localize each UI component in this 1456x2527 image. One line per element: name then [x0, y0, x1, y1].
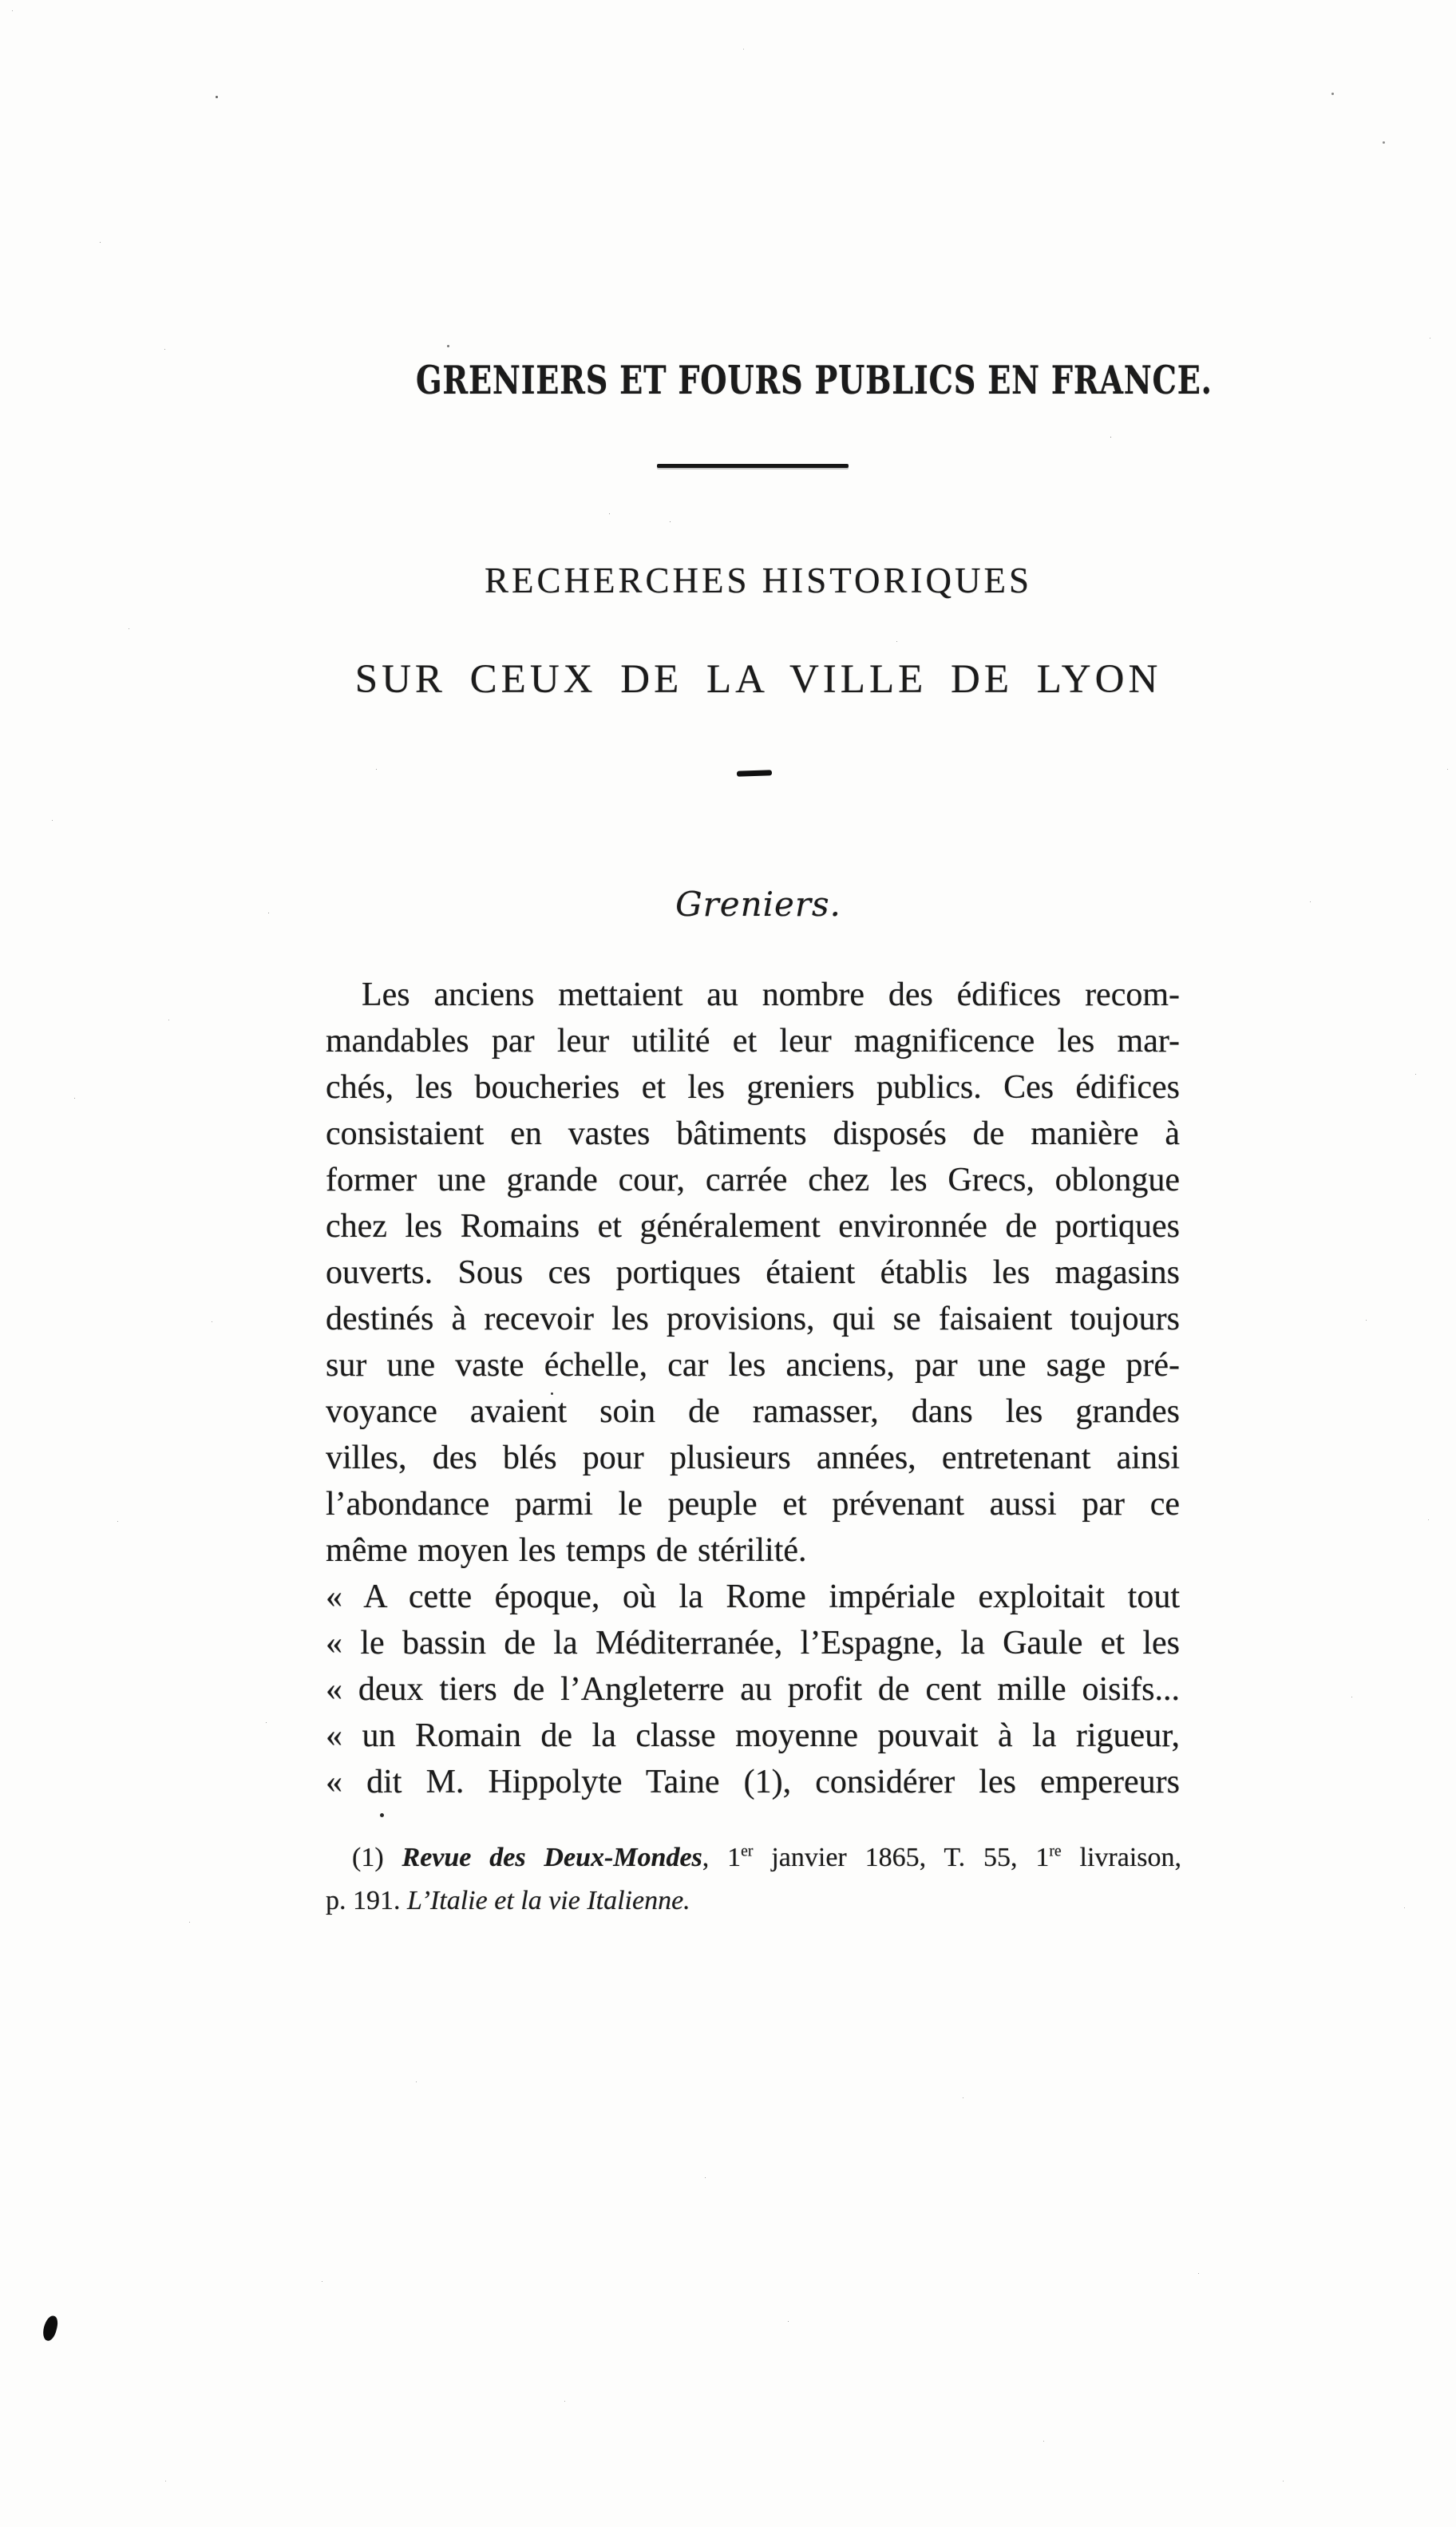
- body-line: « un Romain de la classe moyenne pouvait à la rigueur,: [326, 1717, 1180, 1754]
- page-title: GRENIERS ET FOURS PUBLICS EN FRANCE.: [416, 357, 1213, 403]
- body-text: [326, 972, 1180, 1805]
- subtitle-recherches: RECHERCHES HISTORIQUES: [485, 560, 1032, 600]
- ordinal-superscript: er: [741, 1842, 754, 1860]
- body-line: ouverts. Sous ces portiques étaient établis les magasins: [326, 1254, 1180, 1291]
- scan-speckles: [0, 0, 2, 2]
- footnote-work-title: L’Italie et la vie Italienne.: [407, 1886, 690, 1915]
- body-line: destinés à recevoir les provisions, qui se faisaient toujours: [326, 1301, 1180, 1337]
- footnote-marker: (1): [352, 1843, 402, 1872]
- subtitle-sur-ceux: SUR CEUX DE LA VILLE DE LYON: [354, 657, 1162, 702]
- body-line: consistaient en vastes bâtiments disposés de manière à: [326, 1115, 1180, 1152]
- body-line: chez les Romains et généralement environnée de portiques: [326, 1208, 1180, 1245]
- footnote-journal-title: Revue des Deux-Mondes: [402, 1843, 702, 1872]
- body-line: « A cette époque, où la Rome impériale exploitait tout: [326, 1578, 1180, 1615]
- body-line: villes, des blés pour plusieurs années, entretenant ainsi: [326, 1440, 1180, 1476]
- section-heading-greniers: Greniers.: [675, 885, 841, 924]
- body-line: « le bassin de la Méditerranée, l’Espagne, la Gaule et les: [326, 1625, 1180, 1662]
- body-line: chés, les boucheries et les greniers publics. Ces édifices: [326, 1069, 1180, 1106]
- separator-dash-icon: [737, 770, 772, 777]
- body-line: Les anciens mettaient au nombre des édifices recom-: [362, 976, 1180, 1013]
- footnote-line: (1) Revue des Deux-Mondes, 1er janvier 1865, T. 55, 1re livraison,: [352, 1842, 1181, 1872]
- separator-rule: [657, 464, 849, 468]
- body-line: sur une vaste échelle, car les anciens, par une sage pré-: [326, 1347, 1180, 1384]
- footnote: [326, 1836, 1181, 1923]
- body-line: mandables par leur utilité et leur magnificence les mar-: [326, 1023, 1180, 1060]
- body-line: voyance avaient soin de ramasser, dans les grandes: [326, 1393, 1180, 1430]
- body-line: « dit M. Hippolyte Taine (1), considérer les empereurs: [326, 1764, 1180, 1800]
- body-line: même moyen les temps de stérilité.: [326, 1532, 807, 1569]
- body-line: « deux tiers de l’Angleterre au profit de cent mille oisifs...: [326, 1671, 1180, 1708]
- footnote-line: p. 191. L’Italie et la vie Italienne.: [326, 1886, 690, 1915]
- ordinal-superscript: re: [1049, 1842, 1062, 1860]
- ink-blot: [41, 2315, 59, 2343]
- body-line: former une grande cour, carrée chez les Grecs, oblongue: [326, 1162, 1180, 1198]
- body-line: l’abondance parmi le peuple et prévenant aussi par ce: [326, 1486, 1180, 1523]
